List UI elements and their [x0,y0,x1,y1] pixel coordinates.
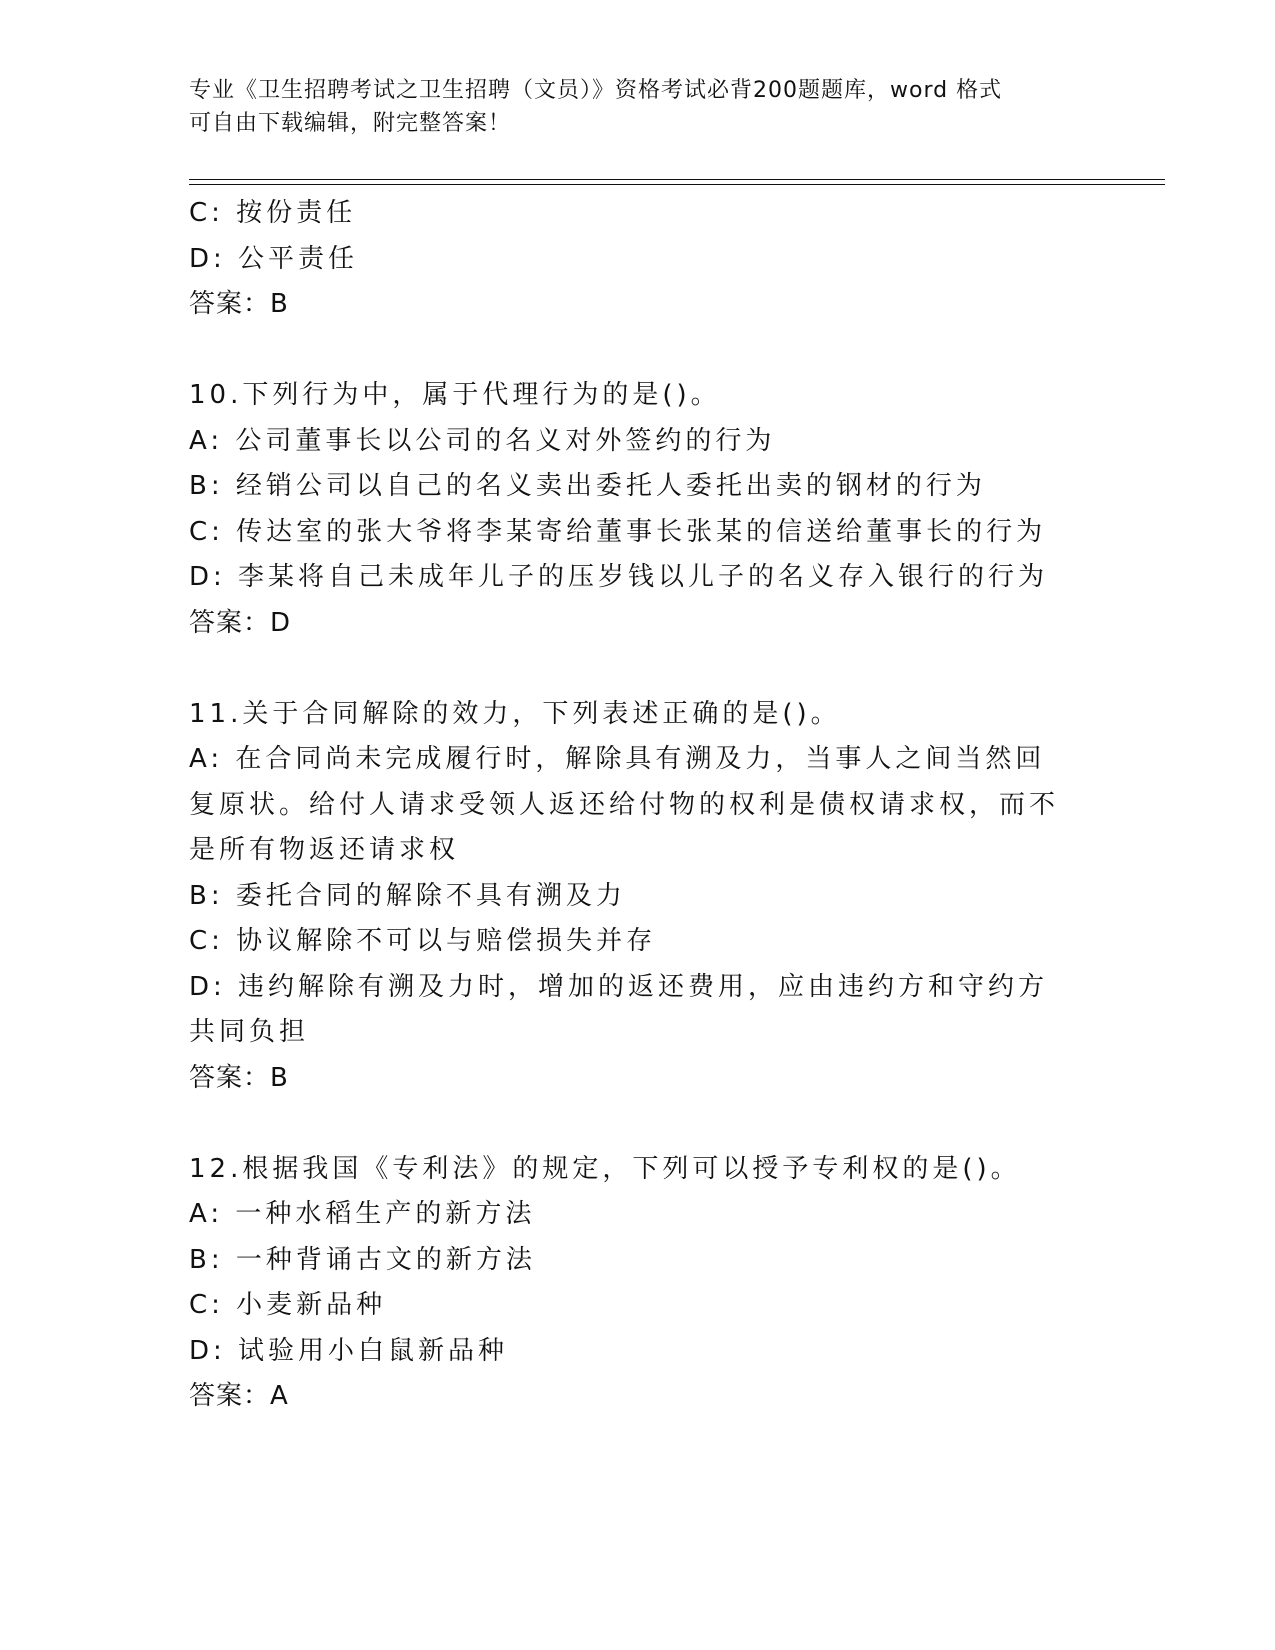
option-d: D: 违约解除有溯及力时，增加的返还费用，应由违约方和守约方共同负担 [189,971,1049,1047]
previous-question-tail [189,191,1089,328]
document-body [189,191,1089,1420]
answer: 答案：D [189,607,292,638]
option-b: B: 委托合同的解除不具有溯及力 [189,880,626,911]
answer: 答案：B [189,1062,289,1093]
option-c: C: 传达室的张大爷将李某寄给董事长张某的信送给董事长的行为 [189,516,1047,547]
option-d: D: 李某将自己未成年儿子的压岁钱以儿子的名义存入银行的行为 [189,562,1049,592]
header-line-2: 可自由下载编辑，附完整答案！ [189,111,512,136]
question-11 [189,692,1089,1102]
question-stem: 10.下列行为中，属于代理行为的是()。 [189,380,721,410]
spacer [189,1101,1089,1147]
spacer [189,646,1089,692]
question-stem: 11.关于合同解除的效力，下列表述正确的是()。 [189,698,841,729]
option-a: A: 公司董事长以公司的名义对外签约的行为 [189,425,776,456]
option-a: A: 在合同尚未完成履行时，解除具有溯及力，当事人之间当然回复原状。给付人请求受领人返还给付物的权利是债权请求权，而不是所有物返还请求权 [189,744,1060,865]
question-stem: 12.根据我国《专利法》的规定，下列可以授予专利权的是()。 [189,1153,1021,1184]
option-d: D: 公平责任 [189,243,359,274]
option-c: C: 小麦新品种 [189,1290,387,1320]
header-line-1: 专业《卫生招聘考试之卫生招聘（文员）》资格考试必背200题题库，word 格式 [189,78,1003,103]
answer: 答案：B [189,289,289,319]
answer: 答案：A [189,1381,289,1411]
option-c: C: 协议解除不可以与赔偿损失并存 [189,926,657,956]
question-12 [189,1147,1089,1420]
question-10 [189,373,1089,646]
document-header [189,74,1089,140]
option-b: B: 一种背诵古文的新方法 [189,1244,536,1275]
option-d: D: 试验用小白鼠新品种 [189,1335,509,1366]
option-c: C: 按份责任 [189,198,357,228]
header-divider-top [189,179,1165,180]
option-a: A: 一种水稻生产的新方法 [189,1199,536,1229]
header-divider-bottom [189,184,1165,185]
option-b: B: 经销公司以自己的名义卖出委托人委托出卖的钢材的行为 [189,471,986,501]
spacer [189,328,1089,374]
